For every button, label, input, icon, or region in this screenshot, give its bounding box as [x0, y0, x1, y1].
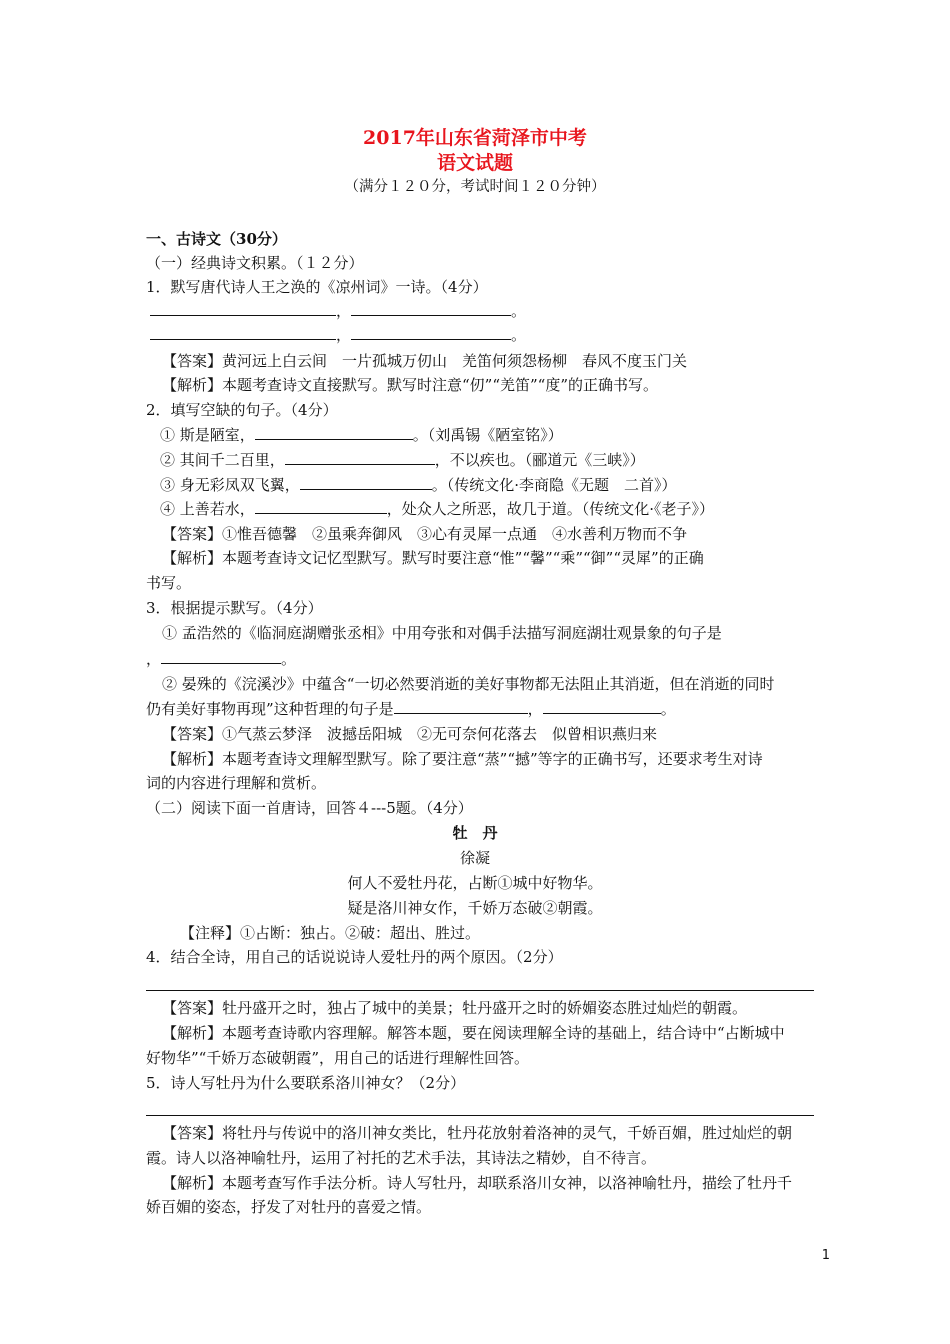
- fill-item-text: 仍有美好事物再现”这种哲理的句子是: [146, 700, 394, 718]
- fill-item: [146, 698, 676, 720]
- fill-item-source: 。（传统文化·李商隐《无题 二首》）: [431, 476, 677, 494]
- answer-blank[interactable]: [161, 648, 281, 664]
- answer-text: 【答案】黄河远上白云间 一片孤城万仞山 羌笛何须怨杨柳 春风不度玉门关: [162, 352, 688, 370]
- analysis-text: 【解析】本题考查写作手法分析。诗人写牡丹，却联系洛川女神，以洛神喻牡丹，描绘了牡丹千: [162, 1174, 793, 1192]
- part-heading: （二）阅读下面一首唐诗，回答４---5题。（4分）: [146, 799, 473, 817]
- question-prompt: 5．诗人写牡丹为什么要联系洛川神女？（2分）: [146, 1074, 466, 1092]
- page-number: 1: [821, 1248, 830, 1263]
- section-heading: 一、古诗文（30分）: [146, 230, 287, 248]
- answer-blank[interactable]: [300, 474, 432, 490]
- fill-item-text: ④ 上善若水，: [160, 500, 255, 518]
- fill-item: [160, 424, 563, 446]
- fill-item-text: 。: [660, 700, 676, 718]
- poem-title: 牡 丹: [452, 824, 498, 842]
- answer-text: 【答案】将牡丹与传说中的洛川神女类比，牡丹花放射着洛神的灵气，千娇百媚，胜过灿烂的朝: [162, 1124, 793, 1142]
- question-prompt: 1．默写唐代诗人王之涣的《凉州词》一诗。（4分）: [146, 278, 488, 296]
- fill-item-text: ① 孟浩然的《临洞庭湖赠张丞相》中用夸张和对偶手法描写洞庭湖壮观景象的句子是: [162, 624, 722, 642]
- analysis-text: 【解析】本题考查诗文直接默写。默写时注意“仞”“羌笛”“度”的正确书写。: [162, 376, 659, 394]
- answer-line[interactable]: [146, 990, 814, 991]
- answer-text: 【答案】①惟吾德馨 ②虽乘奔御风 ③心有灵犀一点通 ④水善利万物而不争: [162, 525, 688, 543]
- analysis-text: 【解析】本题考查诗歌内容理解。解答本题，要在阅读理解全诗的基础上，结合诗中“占断城中: [162, 1024, 785, 1042]
- answer-blank[interactable]: [150, 324, 336, 340]
- answer-text: 【答案】牡丹盛开之时，独占了城中的美景；牡丹盛开之时的娇媚姿态胜过灿烂的朝霞。: [162, 999, 748, 1017]
- analysis-text: 词的内容进行理解和赏析。: [146, 774, 327, 792]
- answer-blank[interactable]: [255, 498, 387, 514]
- poem-author: 徐凝: [459, 849, 490, 867]
- fill-item-text: ② 其间千二百里，: [160, 451, 285, 469]
- fill-item-source: ，不以疾也。（郦道元《三峡》）: [434, 451, 645, 469]
- exam-subtitle: （满分１２０分，考试时间１２０分钟）: [344, 179, 606, 195]
- poem-line: 何人不爱牡丹花，占断①城中好物华。: [347, 874, 603, 892]
- fill-item-source: ，处众人之所恶，故几于道。（传统文化·《老子》）: [386, 500, 715, 518]
- fill-item: [160, 498, 714, 520]
- question-prompt: 2．填写空缺的句子。（4分）: [146, 401, 338, 419]
- analysis-text: 【解析】本题考查诗文理解型默写。除了要注意“蒸”“撼”等字的正确书写，还要求考生对诗: [162, 750, 763, 768]
- answer-blank[interactable]: [285, 449, 435, 465]
- analysis-text: 娇百媚的姿态，抒发了对牡丹的喜爱之情。: [146, 1198, 432, 1216]
- poem-note: 【注释】①占断：独占。②破：超出、胜过。: [180, 924, 481, 942]
- answer-line[interactable]: [146, 1115, 814, 1116]
- fill-item-text: ② 晏殊的《浣溪沙》中蕴含“一切必然要消逝的美好事物都无法阻止其消逝，但在消逝的同时: [162, 675, 775, 693]
- blank-row: ， 。: [150, 300, 526, 322]
- question-prompt: 3．根据提示默写。（4分）: [146, 599, 323, 617]
- question-prompt: 4．结合全诗，用自己的话说说诗人爱牡丹的两个原因。（2分）: [146, 948, 563, 966]
- analysis-text: 书写。: [146, 574, 192, 592]
- answer-blank[interactable]: [394, 698, 528, 714]
- answer-blank[interactable]: [351, 324, 511, 340]
- answer-blank[interactable]: [255, 424, 413, 440]
- answer-blank[interactable]: [351, 300, 511, 316]
- fill-item-text: 。: [281, 650, 297, 668]
- poem-line: 疑是洛川神女作，千娇万态破②朝霞。: [347, 899, 603, 917]
- fill-item-text: ，: [146, 650, 162, 668]
- answer-text: 霞。诗人以洛神喻牡丹，运用了衬托的艺术手法，其诗法之精妙，自不待言。: [146, 1149, 657, 1167]
- analysis-text: 好物华”“千娇万态破朝霞”，用自己的话进行理解性回答。: [146, 1049, 530, 1067]
- part-heading: （一）经典诗文积累。（１２分）: [146, 254, 364, 272]
- exam-title: 2017年山东省菏泽市中考: [363, 127, 587, 149]
- answer-blank[interactable]: [543, 698, 661, 714]
- fill-item-source: 。（刘禹锡《陋室铭》）: [412, 426, 563, 444]
- answer-text: 【答案】①气蒸云梦泽 波撼岳阳城 ②无可奈何花落去 似曾相识燕归来: [162, 725, 658, 743]
- answer-blank[interactable]: [150, 300, 336, 316]
- analysis-text: 【解析】本题考查诗文记忆型默写。默写时要注意“惟”“馨”“乘”“御”“灵犀”的正确: [162, 549, 704, 567]
- fill-item: [146, 648, 296, 670]
- fill-item: [160, 474, 677, 496]
- fill-item-text: ，: [527, 700, 543, 718]
- fill-item-text: ① 斯是陋室，: [160, 426, 255, 444]
- blank-row: ， 。: [150, 324, 526, 346]
- fill-item-text: ③ 身无彩凤双飞翼，: [160, 476, 300, 494]
- fill-item: [160, 449, 645, 471]
- exam-subject-title: 语文试题: [436, 152, 513, 174]
